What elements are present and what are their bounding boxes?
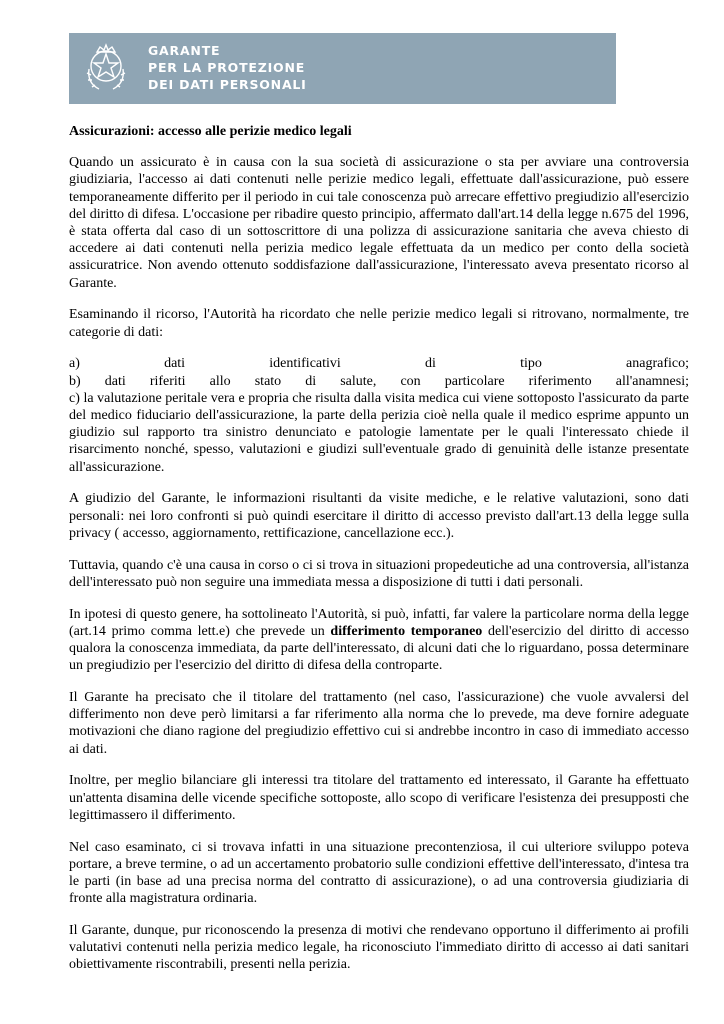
paragraph-3: A giudizio del Garante, le informazioni risultanti da visite mediche, e le relative valutazioni, sono dati personali: nei loro confronti si può quindi esercitare il diritto di accesso previsto dall'art.13 della legge sulla privacy ( accesso, aggiornamento, rettificazione, cancellazione ecc.). [69,491,689,541]
article-body [69,123,689,988]
category-list [69,355,689,475]
paragraph-8: Nel caso esaminato, ci si trovava infatti in una situazione precontenziosa, il cui ulteriore sviluppo poteva portare, a breve termine, o ad un accertamento probatorio sulle condizioni effettive dell'interessato, d'intesa tra le parti (in base ad una precisa norma del contratto di assicurazione), o ad una controversia giudiziaria di fronte alla magistratura ordinaria. [69,839,689,907]
list-item-c: c) la valutazione peritale vera e propria che risulta dalla visita medica cui viene sottoposto l'assicurato da parte del medico fiduciario dell'assicurazione, la parte della perizia cioè nella quale il medico esprime appunto un giudizio sul rapporto tra sinistro denunciato e patologie lamentate per le quali l'interessato chiede il risarcimento nonché, spesso, valutazioni e giudizi sull'eventuale grado di genuinità delle istanze presentate all'assicurazione. [69,390,689,475]
header-line-2: PER LA PROTEZIONE [148,60,306,75]
article-title: Assicurazioni: accesso alle perizie medico legali [69,124,352,139]
list-item-a: a) dati identificativi di tipo anagrafico; [69,356,689,372]
paragraph-4: Tuttavia, quando c'è una causa in corso o ci si trova in situazioni propedeutiche ad una controversia, all'istanza dell'interessato può non seguire una immediata messa a disposizione di tutti i dati personali. [69,557,689,590]
paragraph-9: Il Garante, dunque, pur riconoscendo la presenza di motivi che rendevano opportuno il differimento ai profili valutativi contenuti nella perizia medico legale, ha riconosciuto l'immediato diritto di accesso ai dati sanitari obiettivamente riscontrabili, presenti nella perizia. [69,923,689,973]
header-line-1: GARANTE [148,43,221,58]
paragraph-5-start: In ipotesi di questo genere, ha sottolineato l'Autorità, si può, infatti, far valere la particolare norma della legge (art.14 primo comma lett.e) che prevede un [69,606,689,639]
header-banner [69,33,616,104]
header-title [148,42,307,93]
emblem-icon [77,39,135,97]
list-item-b: b) dati riferiti allo stato di salute, con particolare riferimento all'anamnesi; [69,373,689,389]
paragraph-7: Inoltre, per meglio bilanciare gli interessi tra titolare del trattamento ed interessato, il Garante ha effettuato un'attenta disamina delle vicende specifiche sottoposte, allo scopo di verificare l'esistenza dei presupposti che legittimassero il differimento. [69,773,689,823]
paragraph-5 [69,606,689,675]
paragraph-6: Il Garante ha precisato che il titolare del trattamento (nel caso, l'assicurazione) che vuole avvalersi del differimento non deve però limitarsi a far riferimento alla norma che lo prevede, ma deve fornire adeguate motivazioni che diano ragione del pregiudizio effettivo cui si andrebbe incontro in caso di immediato accesso ai dati. [69,690,689,757]
paragraph-1: Quando un assicurato è in causa con la sua società di assicurazione o sta per avviare una controversia giudiziaria, l'accesso ai dati contenuti nelle perizie medico legali, effettuate dall'assicurazione, può essere temporaneamente differito per il periodo in cui tale conoscenza può arrecare effettivo pregiudizio all'esercizio del diritto di difesa. L'occasione per ribadire questo principio, affermato dall'art.14 della legge n.675 del 1996, è stata offerta dal caso di un sottoscrittore di una polizza di assicurazione sanitaria che aveva chiesto di accedere ai dati contenuti nella perizia medico legale effettuata da un medico per conto della società assicuratrice. Non avendo ottenuto soddisfazione dall'assicurazione, l'interessato aveva presentato ricorso al Garante. [69,155,689,291]
paragraph-5-end: dell'esercizio del diritto di accesso qualora la conoscenza immediata, da parte dell'interessato, di alcuni dati che lo riguardano, possa determinare un pregiudizio per l'esercizio del diritto di difesa della controparte. [69,623,689,674]
paragraph-2: Esaminando il ricorso, l'Autorità ha ricordato che nelle perizie medico legali si ritrovano, normalmente, tre categorie di dati: [69,307,689,340]
highlight-differimento: differimento temporaneo [330,623,483,639]
header-line-3: DEI DATI PERSONALI [148,77,307,92]
